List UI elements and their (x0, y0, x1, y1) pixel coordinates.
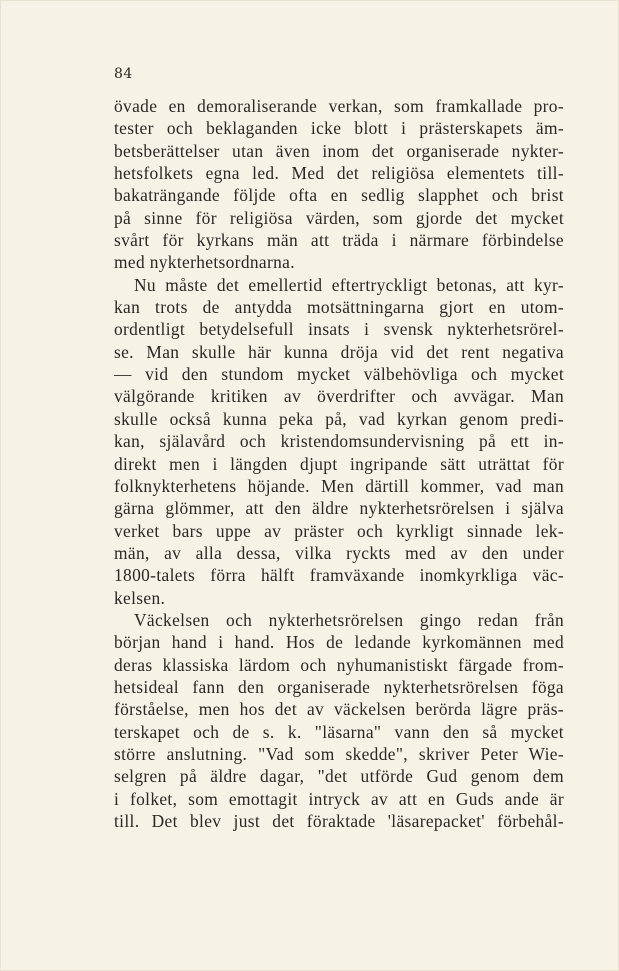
paragraph-1 (114, 95, 564, 274)
text-line: i folket, som emottagit intryck av att en Guds ande är (114, 788, 564, 809)
text-line: större anslutning. "Vad som skedde", skriver Peter Wie- (114, 743, 564, 764)
text-line: svårt för kyrkans män att träda i närmare förbindelse (114, 230, 564, 251)
text-line: terskapet och de s. k. "läsarna" vann den så mycket (114, 721, 564, 742)
text-line: förståelse, men hos det av väckelsen berörda lägre präs- (114, 699, 564, 720)
text-line: övade en demoraliserande verkan, som framkallade pro- (114, 96, 564, 116)
text-line: se. Man skulle här kunna dröja vid det rent negativa (114, 341, 564, 362)
text-line: kelsen. (114, 587, 166, 608)
text-line: början hand i hand. Hos de ledande kyrkomännen med (114, 632, 564, 653)
paragraph-2 (114, 274, 564, 609)
text-line: välgörande kritiken av överdrifter och avvägar. Man (114, 386, 564, 407)
text-line: på sinne för religiösa värden, som gjorde det mycket (114, 207, 564, 228)
text-line: hetsideal fann den organiserade nykterhetsrörelsen föga (114, 676, 564, 697)
text-line: selgren på äldre dagar, "det utförde Gud genom dem (114, 766, 564, 787)
text-line: gärna glömmer, att den äldre nykterhetsrörelsen i själva (114, 498, 564, 519)
text-line: tester och beklaganden icke blott i prästerskapets äm- (114, 118, 564, 139)
text-line: med nykterhetsordnarna. (114, 252, 295, 273)
text-line: deras klassiska lärdom och nyhumanistiskt färgade from- (114, 654, 564, 675)
text-line: män, av alla dessa, vilka ryckts med av den under (114, 542, 564, 563)
text-line: skulle också kunna peka på, vad kyrkan genom predi- (114, 408, 564, 429)
text-line: — vid den stundom mycket välbehövliga och mycket (114, 364, 564, 385)
text-line: verket bars uppe av präster och kyrkligt sinnade lek- (114, 520, 564, 541)
page-number: 84 (114, 66, 133, 82)
text-line: ordentligt betydelsefull insats i svensk nykterhetsrörel- (114, 319, 564, 340)
text-line: hetsfolkets egna led. Med det religiösa elementets till- (114, 163, 564, 184)
text-line: folknykterhetens höjande. Men därtill kommer, vad man (114, 475, 564, 496)
body-text (114, 95, 564, 832)
text-line: Nu måste det emellertid eftertryckligt betonas, att kyr- (134, 274, 564, 295)
paragraph-3 (114, 609, 564, 832)
text-line: kan trots de antydda motsättningarna gjort en utom- (114, 297, 564, 318)
text-line: Väckelsen och nykterhetsrörelsen gingo redan från (134, 609, 564, 630)
text-line: kan, själavård och kristendomsundervisning på ett in- (114, 431, 564, 452)
text-line: bakaträngande följde ofta en sedlig slapphet och brist (114, 185, 564, 206)
text-line: 1800-talets förra hälft framväxande inomkyrkliga väc- (114, 565, 564, 586)
text-line: till. Det blev just det föraktade 'läsarepacket' förbehål- (114, 811, 564, 831)
text-line: direkt men i längden djupt ingripande sätt uträttat för (114, 453, 564, 474)
text-line: betsberättelser utan även inom det organiserade nykter- (114, 140, 564, 161)
